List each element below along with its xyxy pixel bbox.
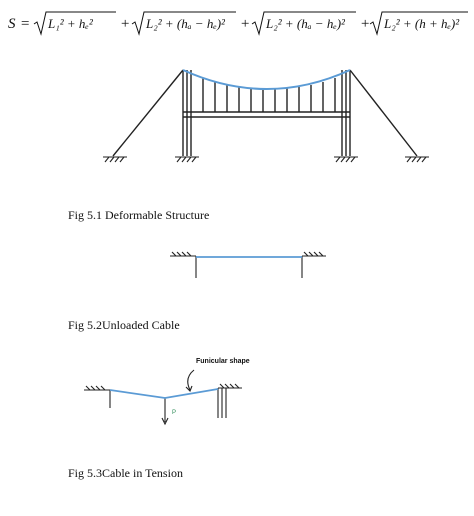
svg-text:+: + (240, 16, 251, 32)
figure-caption: Fig 5.3Cable in Tension (68, 466, 183, 480)
eq-term-1: L₁² + hₑ² (48, 16, 93, 31)
eq-lhs: S (8, 16, 16, 32)
eq-term-3: L₂² + (hₐ − hₑ)² (266, 16, 345, 31)
load-p-label: P (172, 410, 177, 416)
equation (8, 6, 470, 40)
funicular-shape-label: Funicular shape (196, 358, 250, 365)
eq-term-4: L₂² + (h + hₑ)² (384, 16, 460, 31)
svg-text:+: + (360, 16, 371, 32)
figure-caption: Fig 5.1 Deformable Structure (68, 208, 210, 222)
equation-render (8, 6, 470, 40)
svg-text:+: + (120, 16, 131, 32)
figure-deformable-structure (95, 58, 435, 178)
cable-funicular (110, 389, 218, 398)
main-cable (183, 70, 350, 89)
bridge-diagram (95, 58, 435, 178)
right-stay (350, 70, 417, 156)
tension-cable-diagram (80, 356, 280, 436)
left-stay (113, 70, 183, 156)
svg-text:=: = (20, 16, 31, 32)
figure-caption: Fig 5.2Unloaded Cable (68, 318, 180, 332)
eq-term-2: L₂² + (hₐ − hₑ)² (146, 16, 225, 31)
figure-unloaded-cable (160, 248, 330, 288)
unloaded-cable-diagram (160, 248, 330, 288)
figure-cable-in-tension (80, 356, 280, 436)
